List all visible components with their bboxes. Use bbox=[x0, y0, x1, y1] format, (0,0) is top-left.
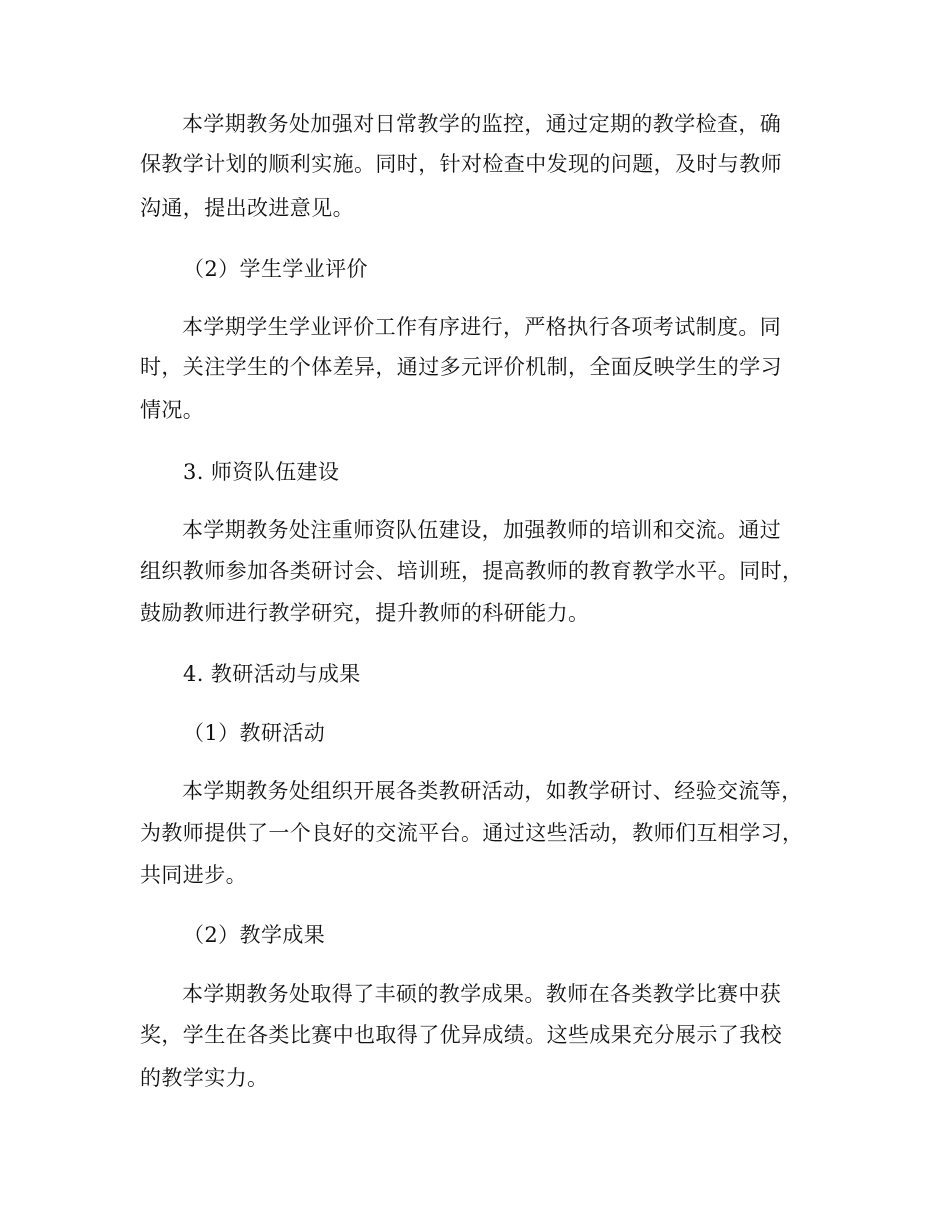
paragraph-monitoring-line-3: 沟通，提出改进意见。 bbox=[140, 196, 354, 220]
subheading-student-evaluation: （2）学生学业评价 bbox=[183, 257, 368, 281]
paragraph-results-line-2: 奖，学生在各类比赛中也取得了优异成绩。这些成果充分展示了我校 bbox=[140, 1023, 782, 1047]
subheading-teaching-results: （2）教学成果 bbox=[183, 923, 326, 947]
paragraph-teacher-team-line-2: 组织教师参加各类研讨会、培训班，提高教师的教育教学水平。同时， bbox=[140, 559, 804, 583]
paragraph-monitoring-line-2: 保教学计划的顺利实施。同时，针对检查中发现的问题，及时与教师 bbox=[140, 152, 782, 176]
heading-teacher-team: 3. 师资队伍建设 bbox=[183, 460, 340, 484]
heading-research-activities: 4. 教研活动与成果 bbox=[183, 662, 361, 686]
paragraph-evaluation-line-1: 本学期学生学业评价工作有序进行，严格执行各项考试制度。同 bbox=[182, 315, 782, 339]
subheading-research-activities: （1）教研活动 bbox=[183, 721, 326, 745]
paragraph-activities-line-2: 为教师提供了一个良好的交流平台。通过这些活动，教师们互相学习， bbox=[140, 821, 804, 845]
paragraph-evaluation-line-3: 情况。 bbox=[140, 398, 205, 422]
paragraph-activities-line-1: 本学期教务处组织开展各类教研活动，如教学研讨、经验交流等， bbox=[182, 779, 803, 803]
paragraph-results-line-1: 本学期教务处取得了丰硕的教学成果。教师在各类教学比赛中获 bbox=[182, 982, 782, 1006]
paragraph-monitoring-line-1: 本学期教务处加强对日常教学的监控，通过定期的教学检查，确 bbox=[182, 112, 782, 136]
paragraph-evaluation-line-2: 时，关注学生的个体差异，通过多元评价机制，全面反映学生的学习 bbox=[140, 355, 782, 379]
paragraph-teacher-team-line-3: 鼓励教师进行教学研究，提升教师的科研能力。 bbox=[140, 601, 590, 625]
paragraph-activities-line-3: 共同进步。 bbox=[140, 863, 247, 887]
paragraph-teacher-team-line-1: 本学期教务处注重师资队伍建设，加强教师的培训和交流。通过 bbox=[182, 518, 782, 542]
paragraph-results-line-3: 的教学实力。 bbox=[140, 1066, 269, 1090]
